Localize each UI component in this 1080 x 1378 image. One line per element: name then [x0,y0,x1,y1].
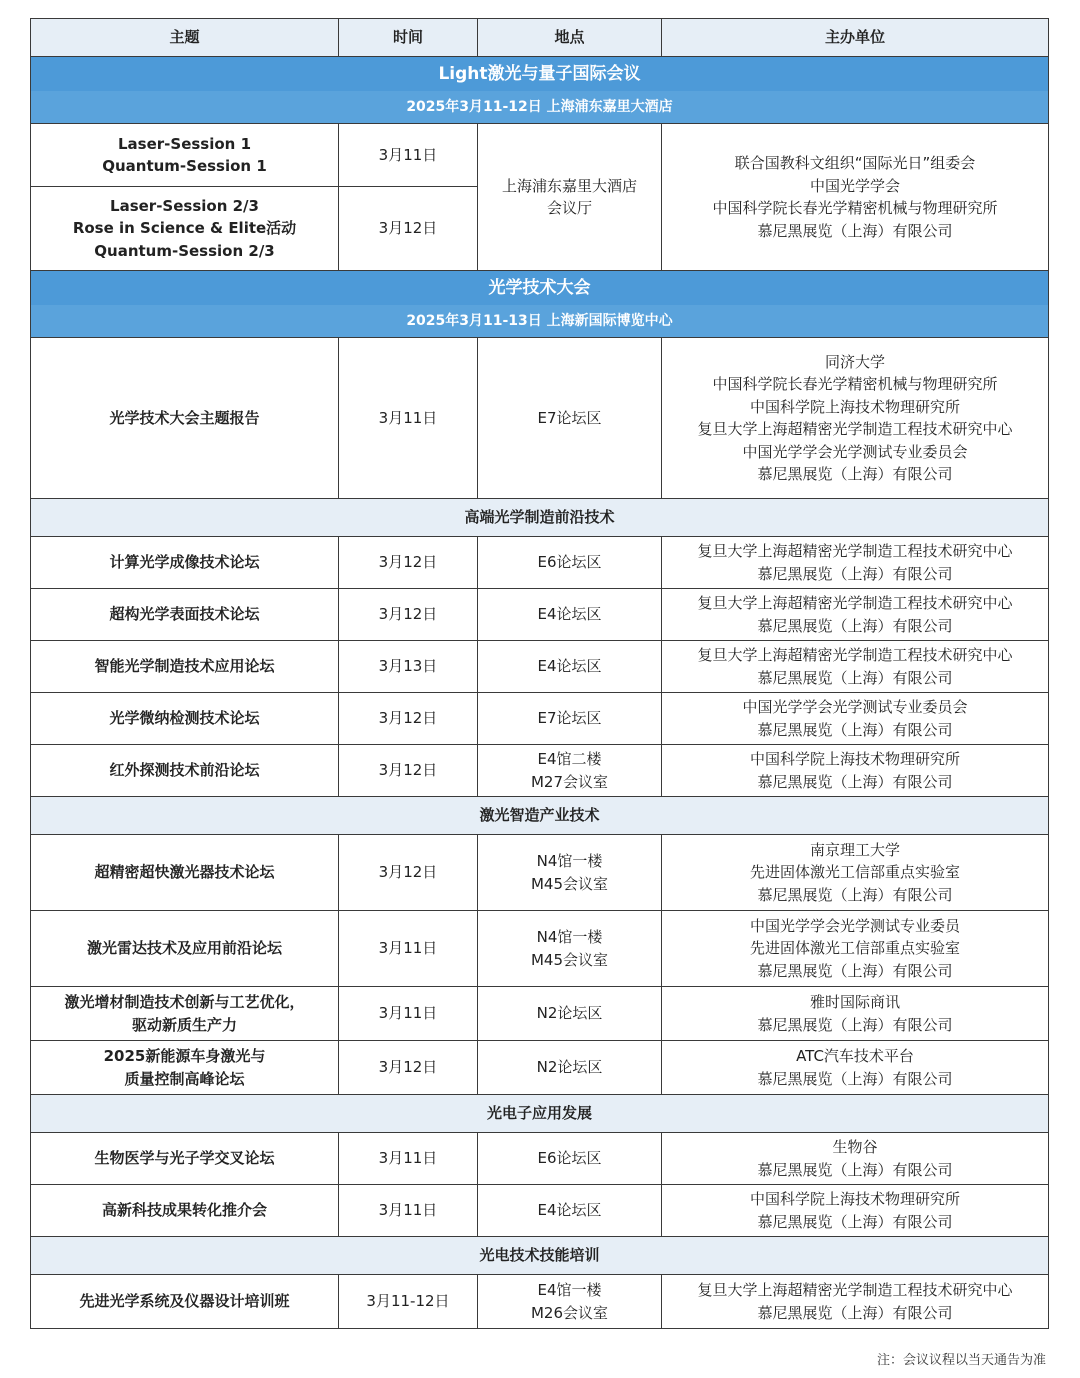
footnote: 注：会议议程以当天通告为准 [876,1353,1046,1368]
session-topic-line: Quantum-Session 2/3 [94,241,275,260]
session-venue-line: N2论坛区 [536,1058,603,1077]
session-hosts-line: 中国科学院上海技术物理研究所 [749,397,960,416]
session-hosts [662,745,1049,797]
session-hosts [662,1041,1049,1095]
session-time: 3月11日 [339,338,478,499]
table-row [31,1275,1049,1329]
session-topic-line: 光学技术大会主题报告 [109,408,260,427]
session-topic-line: Rose in Science & Elite活动 [72,219,297,238]
session-hosts-line: 慕尼黑展览（上海）有限公司 [757,616,953,635]
session-time: 3月12日 [339,1041,478,1095]
session-topic [31,987,339,1041]
session-hosts [662,124,1049,271]
session-topic-line: 光学微纳检测技术论坛 [109,709,260,728]
session-venue-line: M27会议室 [530,772,609,791]
session-hosts-line: 慕尼黑展览（上海）有限公司 [757,1303,953,1322]
session-hosts-line: 复旦大学上海超精密光学制造工程技术研究中心 [697,1281,1013,1299]
table-row [31,987,1049,1041]
session-hosts [662,589,1049,641]
session-venue-line: E4论坛区 [537,1201,602,1220]
header-venue: 地点 [478,19,662,57]
session-time: 3月13日 [339,641,478,693]
session-hosts-line: 中国光学学会光学测试专业委员 [749,916,960,935]
header-time: 时间 [339,19,478,57]
session-time: 3月11日 [339,987,478,1041]
conference-header-cell [31,271,1049,338]
session-hosts-line: 先进固体激光工信部重点实验室 [749,939,960,958]
session-venue [478,987,662,1041]
session-hosts-line: 联合国教科文组织“国际光日”组委会 [734,154,976,172]
table-row [31,338,1049,499]
session-venue-line: N4馆一楼 [536,928,603,946]
session-topic [31,537,339,589]
conference-title: 光学技术大会 [488,278,591,298]
session-venue-line: M26会议室 [530,1303,609,1322]
session-topic [31,1185,339,1237]
table-row [31,835,1049,911]
table-row [31,537,1049,589]
session-venue [478,1275,662,1329]
session-topic [31,1041,339,1095]
session-hosts-line: 慕尼黑展览（上海）有限公司 [757,1069,953,1088]
schedule-table [30,18,1049,1329]
conference-title: Light激光与量子国际会议 [438,64,641,84]
session-hosts-line: 复旦大学上海超精密光学制造工程技术研究中心 [697,542,1013,560]
conference-date-location: 2025年3月11-13日 上海新国际博览中心 [31,305,1048,337]
session-venue-line: E6论坛区 [537,553,602,572]
session-venue [478,1185,662,1237]
session-time: 3月12日 [339,187,478,271]
session-hosts-line: 慕尼黑展览（上海）有限公司 [757,564,953,583]
session-venue [478,1133,662,1185]
session-hosts-line: 慕尼黑展览（上海）有限公司 [757,465,953,483]
session-time: 3月11-12日 [339,1275,478,1329]
session-topic-line: 超精密超快激光器技术论坛 [94,863,275,882]
session-venue-line: M45会议室 [530,950,609,969]
session-hosts-line: 同济大学 [824,352,885,371]
session-hosts-line: 中国光学学会光学测试专业委员会 [742,698,968,716]
session-hosts-line: 慕尼黑展览（上海）有限公司 [757,668,953,687]
session-topic-line: 先进光学系统及仪器设计培训班 [79,1292,290,1311]
session-hosts-line: 中国科学院上海技术物理研究所 [749,1190,960,1208]
session-hosts-line: 先进固体激光工信部重点实验室 [749,863,960,882]
table-row [31,1133,1049,1185]
session-topic-line: 2025新能源车身激光与 [103,1047,266,1065]
session-venue-line: N2论坛区 [536,1004,603,1023]
section-header [31,797,1049,835]
session-hosts-line: 复旦大学上海超精密光学制造工程技术研究中心 [697,594,1013,612]
session-time: 3月12日 [339,835,478,911]
session-hosts-line: 中国科学院长春光学精密机械与物理研究所 [712,375,998,393]
session-topic [31,124,339,187]
session-venue [478,338,662,499]
session-topic [31,693,339,745]
session-topic [31,187,339,271]
table-row [31,745,1049,797]
session-hosts [662,693,1049,745]
table-row [31,589,1049,641]
session-venue-line: E4论坛区 [537,605,602,624]
session-venue [478,124,662,271]
session-time: 3月12日 [339,589,478,641]
session-time: 3月11日 [339,1133,478,1185]
session-topic-line: 激光增材制造技术创新与工艺优化， [64,993,305,1011]
session-hosts-line: 慕尼黑展览（上海）有限公司 [757,885,953,904]
section-title: 激光智造产业技术 [31,797,1049,835]
session-topic [31,589,339,641]
session-topic-line: 红外探测技术前沿论坛 [109,761,260,780]
table-row [31,911,1049,987]
session-hosts-line: 中国科学院长春光学精密机械与物理研究所 [712,199,998,217]
session-hosts-line: 复旦大学上海超精密光学制造工程技术研究中心 [697,420,1013,438]
session-topic [31,835,339,911]
session-hosts-line: ATC汽车技术平台 [796,1047,914,1065]
section-title: 光电技术技能培训 [31,1237,1049,1275]
session-hosts-line: 复旦大学上海超精密光学制造工程技术研究中心 [697,646,1013,664]
session-hosts [662,987,1049,1041]
session-topic-line: 驱动新质生产力 [131,1015,237,1034]
session-hosts-line: 慕尼黑展览（上海）有限公司 [757,720,953,739]
session-time: 3月11日 [339,1185,478,1237]
session-hosts-line: 中国科学院上海技术物理研究所 [749,750,960,768]
session-venue-line: E4馆一楼 [537,1281,602,1299]
session-topic-line: 计算光学成像技术论坛 [109,553,260,572]
session-venue-line: E7论坛区 [537,709,602,728]
session-venue [478,537,662,589]
session-hosts-line: 中国光学学会光学测试专业委员会 [742,442,968,461]
session-topic [31,1133,339,1185]
session-venue-line: E4论坛区 [537,657,602,676]
header-hosts: 主办单位 [662,19,1049,57]
header-row [31,19,1049,57]
session-hosts [662,338,1049,499]
table-row [31,124,1049,187]
session-hosts-line: 慕尼黑展览（上海）有限公司 [757,1015,953,1034]
conference-date-location: 2025年3月11-12日 上海浦东嘉里大酒店 [31,91,1048,123]
session-topic [31,1275,339,1329]
session-venue [478,693,662,745]
session-hosts-line: 慕尼黑展览（上海）有限公司 [757,1212,953,1231]
table-row [31,1041,1049,1095]
conference-header-cell [31,57,1049,124]
session-venue [478,911,662,987]
section-header [31,1095,1049,1133]
session-venue [478,641,662,693]
section-header [31,1237,1049,1275]
session-topic-line: 质量控制高峰论坛 [124,1069,245,1088]
session-topic-line: Quantum-Session 1 [102,157,267,175]
session-time: 3月11日 [339,124,478,187]
session-topic [31,641,339,693]
session-topic [31,745,339,797]
session-topic-line: 智能光学制造技术应用论坛 [94,657,275,676]
session-venue [478,745,662,797]
session-time: 3月12日 [339,693,478,745]
conference-header [31,271,1049,338]
session-hosts-line: 慕尼黑展览（上海）有限公司 [757,961,953,980]
conference-header [31,57,1049,124]
session-hosts [662,537,1049,589]
table-row [31,693,1049,745]
session-venue-line: 会议厅 [546,199,592,217]
session-venue [478,1041,662,1095]
session-topic [31,338,339,499]
session-hosts [662,835,1049,911]
session-hosts [662,1185,1049,1237]
header-topic: 主题 [31,19,339,57]
section-title: 光电子应用发展 [31,1095,1049,1133]
session-hosts [662,1275,1049,1329]
session-topic-line: 超构光学表面技术论坛 [109,605,260,624]
session-venue-line: N4馆一楼 [536,852,603,870]
session-topic-line: Laser-Session 2/3 [110,196,259,215]
session-hosts-line: 慕尼黑展览（上海）有限公司 [757,772,953,791]
session-hosts [662,911,1049,987]
session-topic-line: 高新科技成果转化推介会 [101,1201,267,1220]
session-venue [478,835,662,911]
session-venue-line: E7论坛区 [537,408,602,427]
session-hosts [662,641,1049,693]
session-venue-line: E6论坛区 [537,1149,602,1168]
session-venue [478,589,662,641]
session-hosts-line: 雅时国际商讯 [809,993,900,1011]
session-topic [31,911,339,987]
session-time: 3月11日 [339,911,478,987]
section-header [31,499,1049,537]
session-time: 3月12日 [339,745,478,797]
session-hosts-line: 中国光学学会 [809,176,900,195]
session-venue-line: M45会议室 [530,874,609,893]
table-row [31,1185,1049,1237]
session-hosts [662,1133,1049,1185]
session-hosts-line: 慕尼黑展览（上海）有限公司 [757,221,953,240]
session-topic-line: 生物医学与光子学交叉论坛 [94,1149,275,1168]
session-hosts-line: 慕尼黑展览（上海）有限公司 [757,1160,953,1179]
section-title: 高端光学制造前沿技术 [31,499,1049,537]
session-time: 3月12日 [339,537,478,589]
session-venue-line: E4馆二楼 [537,750,602,768]
session-hosts-line: 南京理工大学 [809,840,900,859]
session-topic-line: 激光雷达技术及应用前沿论坛 [86,939,282,958]
session-topic-line: Laser-Session 1 [117,134,252,153]
session-hosts-line: 生物谷 [832,1138,878,1156]
table-row [31,641,1049,693]
session-venue-line: 上海浦东嘉里大酒店 [501,176,637,195]
